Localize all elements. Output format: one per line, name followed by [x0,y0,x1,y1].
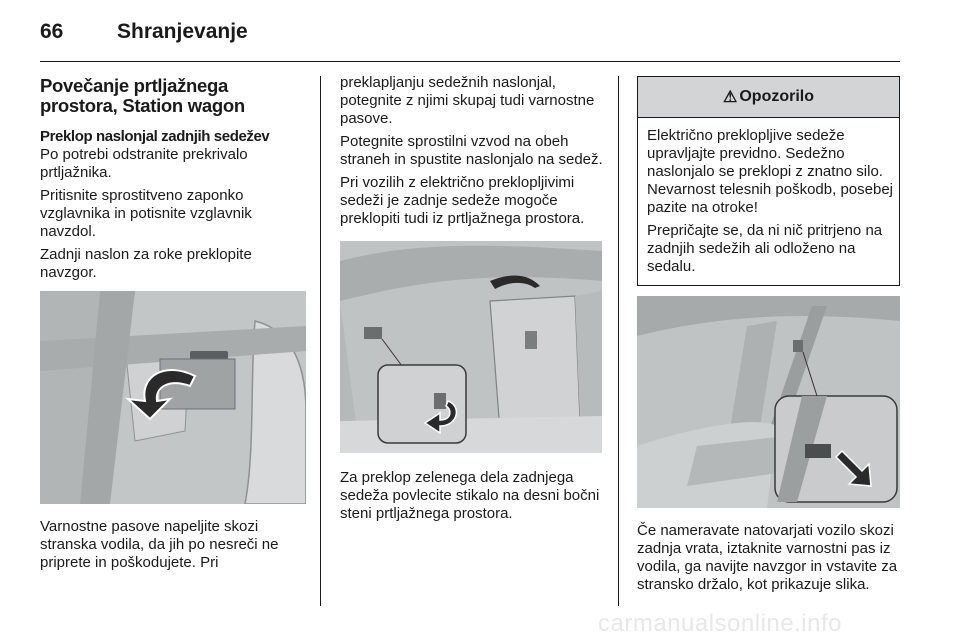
page-number: 66 [40,20,64,43]
warning-triangle-icon: ⚠ [723,89,738,106]
warning-title: Opozorilo [739,88,814,105]
paragraph: Varnostne pasove napeljite skozi stranska vodila, da jih po nesreči ne priprete in poškodujete. Pri [40,518,279,571]
section-heading: Povečanje prtljažnega prostora, Station wagon [40,75,245,116]
running-title: Shranjevanje [117,20,248,43]
warning-paragraph: Električno preklopljive sedeže upravljajte previdno. Sedežno naslonjalo se preklopi z znatno silo. Nevarnost telesnih poškodb, posebej pazite na otroke! [647,127,893,216]
warning-box [637,76,900,286]
header-rule [40,61,900,62]
illustration-trunk-switch [340,241,602,453]
paragraph: Pritisnite sprostitveno zaponko vzglavnika in potisnite vzglavnik navzdol. [40,187,252,240]
column-divider-2 [618,76,619,606]
paragraph: Po potrebi odstranite prekrivalo prtljažnika. [40,146,248,181]
column-divider-1 [320,76,321,606]
paragraph: Zadnji naslon za roke preklopite navzgor. [40,246,252,281]
watermark: carmanualsonline.info [598,610,842,637]
paragraph: preklapljanju sedežnih naslonjal, potegnite z njimi skupaj tudi varnostne pasove. [340,74,595,127]
paragraph: Pri vozilih z električno preklopljivimi sedeži je zadnje sedeže mogoče preklopiti tudi iz prtljažnega prostora. [340,174,585,227]
warning-paragraph: Prepričajte se, da ni nič pritrjeno na zadnjih sedežih ali odloženo na sedalu. [647,222,883,275]
paragraph: Potegnite sprostilni vzvod na obeh straneh in spustite naslonjalo na sedež. [340,133,603,168]
column-3 [637,74,900,599]
warning-body [638,118,899,285]
illustration-armrest-seatbelt [40,291,306,504]
subsection-heading: Preklop naslonjal zadnjih sedežev [40,128,270,145]
column-2 [340,74,606,528]
paragraph: Za preklop zelenega dela zadnjega sedeža povlecite stikalo na desni bočni steni prtljažnega prostora. [340,469,600,522]
warning-header [638,77,899,118]
paragraph: Če nameravate natovarjati vozilo skozi zadnja vrata, iztaknite varnostni pas iz vodila, ga navijte navzgor in vstavite za stransko držalo, kot prikazuje slika. [637,522,898,593]
illustration-belt-holder [637,296,900,508]
column-1 [40,74,306,577]
